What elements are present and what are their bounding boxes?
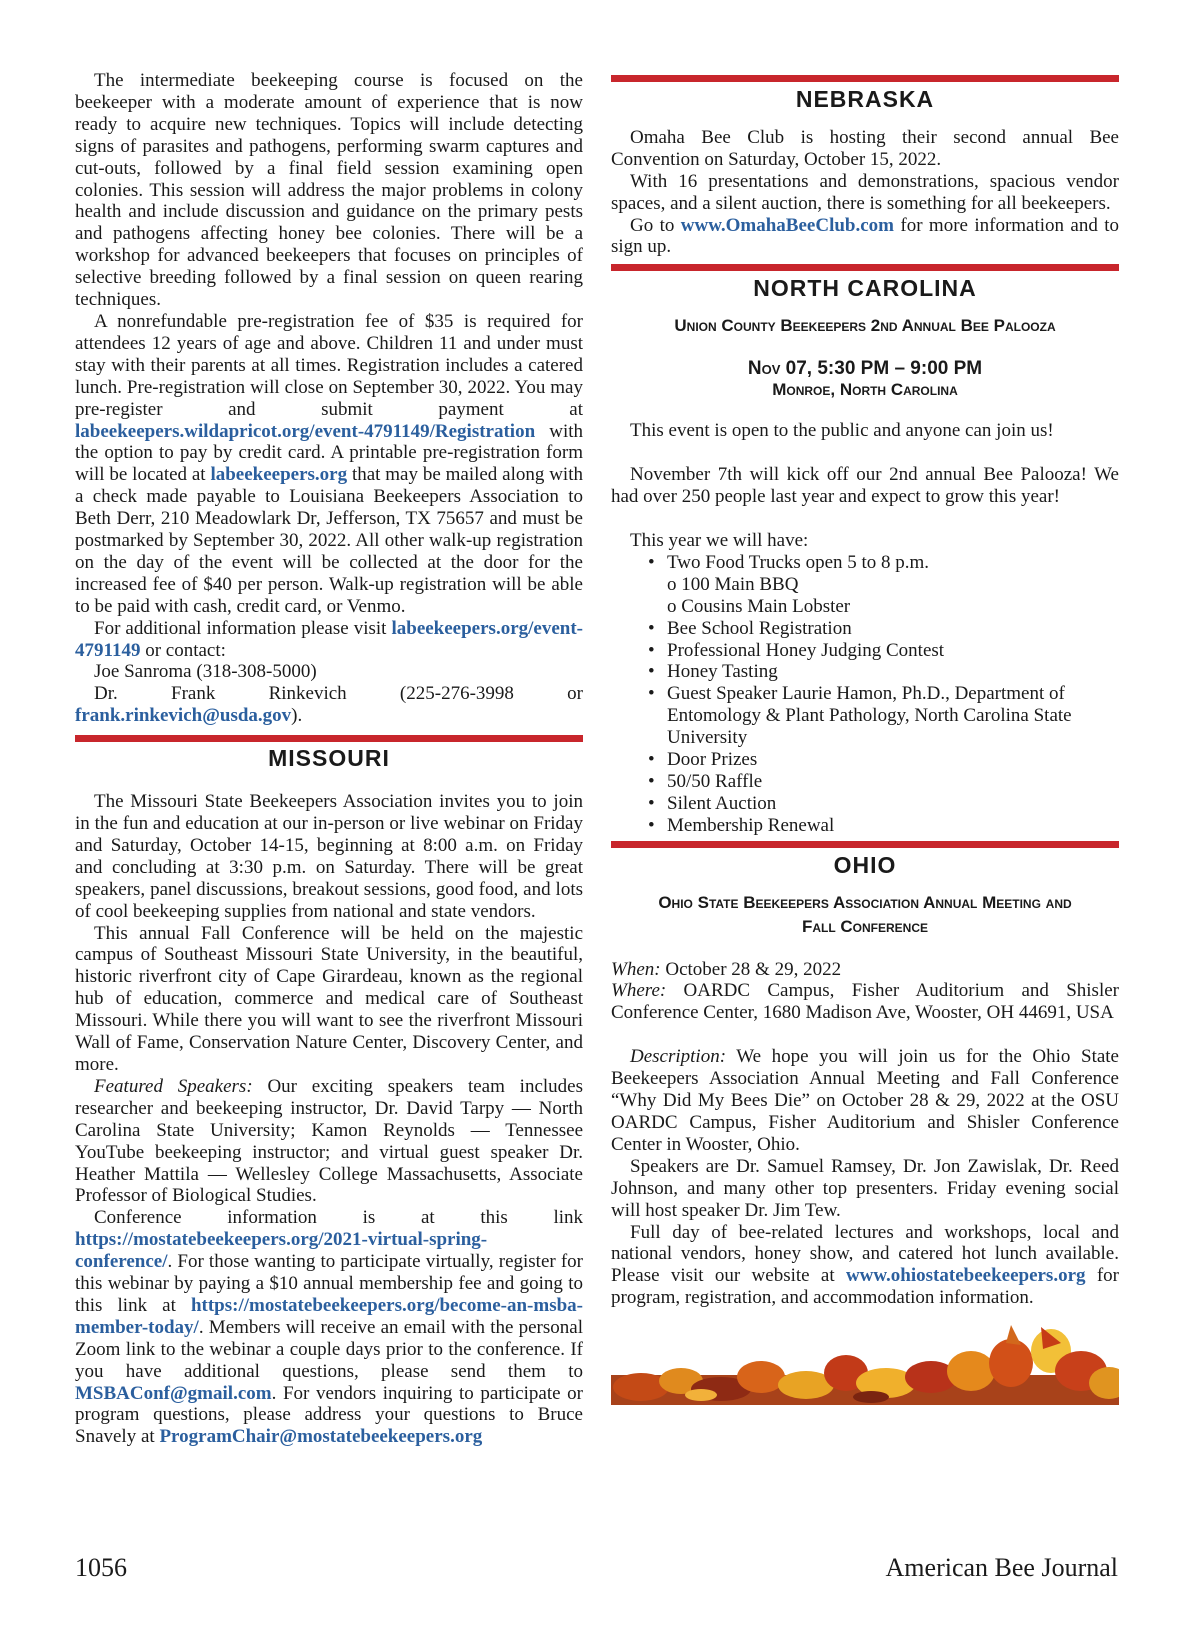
list-item: o Cousins Main Lobster [667,595,851,617]
missouri-paragraph-2: This annual Fall Conference will be held on the majestic campus of Southeast Missouri State University, in the beautiful, historic riverfront city of Cape Girardeau, known as the regional hub of education, commerce and medical care of Southeast Missouri. While there you will want to see the riverfront Missouri Wall of Fame, Conservation Nature Center, Discovery Center, and more. [75,922,583,1075]
ohio-when: When: October 28 & 29, 2022 [611,958,842,980]
nc-paragraph-3: This year we will have: [630,529,809,551]
registration-paragraph: A nonrefundable pre-registration fee of $35 is required for attendees 12 years of age and above. Children 11 and under must stay with their parents at all times. Registration includes a catered lunch. Pre-registration will close on September 30, 2022. You may pre-register and submit payment at labeekeepers.wildapricot.org/event-4791149/Registration with the option to pay by credit card. A printable pre-registration form will be located at labeekeepers.org that may be mailed along with a check made payable to Louisiana Beekeepers Association to Beth Derr, 210 Meadowlark Dr, Jefferson, TX 75657 and must be postmarked by September 30, 2022. All other walk-up registration on the day of the event will be collected at the door for the increased fee of $40 per person. Walk-up registration will be able to be paid with cash, credit card, or Venmo. [75,310,583,617]
program-chair-email-link[interactable]: ProgramChair@mostatebeekeepers.org [159,1426,483,1448]
nc-event-time: Nov 07, 5:30 PM – 9:00 PM [747,358,983,380]
missouri-paragraph-1: The Missouri State Beekeepers Association invites you to join in the fun and education at our in-person or live webinar on Friday and Saturday, October 14-15, beginning at 8:00 a.m. on Friday and concluding at 3:30 p.m. on Saturday. There will be great speakers, panel discussions, breakout sessions, good food, and lots of cool beekeeping supplies from national and state vendors. [75,791,583,922]
nc-event-location: Monroe, North Carolina [772,380,958,400]
right-column [611,75,1119,1405]
labeekeepers-link[interactable]: labeekeepers.org [210,464,348,486]
contact-frank: Dr. Frank Rinkevich (225-276-3998 or frank.rinkevich@usda.gov). [75,683,583,727]
list-item: • Bee School Registration [667,618,1119,640]
nc-event-title: Union County Beekeepers 2nd Annual Bee Palooza [674,316,1056,336]
nebraska-paragraph-3: Go to www.OmahaBeeClub.com for more information and to sign up. [611,214,1120,258]
membership-link[interactable]: https://mostatebeekeepers.org/become-an-msba-member-today/ [75,1294,583,1338]
list-item: • Honey Tasting [667,661,1119,683]
section-rule [75,735,583,742]
contact-joe: Joe Sanroma (318-308-5000) [94,661,317,683]
autumn-leaves-illustration [611,1315,1119,1405]
event-link[interactable]: labeekeepers.org/event-4791149 [75,617,583,661]
msba-email-link[interactable]: MSBAConf@gmail.com [75,1382,272,1404]
journal-name: American Bee Journal [885,1553,1118,1582]
nc-activities-list [611,552,1119,837]
omaha-bee-club-link[interactable]: www.OmahaBeeClub.com [680,214,894,236]
section-rule [611,841,1119,848]
missouri-conference-paragraph: Conference information is at this link https://mostatebeekeepers.org/2021-virtual-spring-conference/. For those wanting to participate virtually, register for this webinar by paying a $10 annual membership fee and going to this link at https://mostatebeekeepers.org/become-an-msba-member-today/. Members will receive an email with the personal Zoom link to the webinar a couple days prior to the conference. If you have additional questions, please send them to MSBAConf@gmail.com. For vendors inquiring to participate or program questions, please address your questions to Bruce Snavely at ProgramChair@mostatebeekeepers.org [75,1207,583,1448]
nebraska-heading: NEBRASKA [795,86,935,112]
ohio-website-link[interactable]: www.ohiostatebeekeepers.org [845,1265,1086,1287]
nc-paragraph-1: This event is open to the public and anyone can join us! [630,420,1054,442]
ohio-speakers: Speakers are Dr. Samuel Ramsey, Dr. Jon Zawislak, Dr. Reed Johnson, and many other top presenters. Friday evening social will host speaker Dr. Jim Tew. [611,1155,1119,1221]
missouri-heading: MISSOURI [268,745,390,772]
ohio-where: Where: OARDC Campus, Fisher Auditorium and Shisler Conference Center, 1680 Madison Ave, Wooster, OH 44691, USA [611,980,1119,1024]
section-rule [611,264,1119,271]
conference-link[interactable]: https://mostatebeekeepers.org/2021-virtual-spring-conference/ [75,1229,488,1273]
nc-paragraph-2: November 7th will kick off our 2nd annual Bee Palooza! We had over 250 people last year and expect to grow this year! [611,464,1119,508]
page-number: 1056 [75,1553,127,1582]
autumn-leaves-image [611,1315,1119,1405]
frank-email-link[interactable]: frank.rinkevich@usda.gov [75,705,292,727]
ohio-event-title: Ohio State Beekeepers Association Annual Meeting and Fall Conference [658,892,1072,936]
section-rule [611,75,1119,82]
ohio-heading: OHIO [833,851,897,878]
list-item: • Two Food Trucks open 5 to 8 p.m. [667,552,1119,574]
list-item: • 50/50 Raffle [667,771,1119,793]
list-item: o 100 Main BBQ [667,573,799,595]
list-item: • Silent Auction [667,793,1119,815]
list-item: • Professional Honey Judging Contest [667,640,1119,662]
list-item: • Guest Speaker Laurie Hamon, Ph.D., Department of Entomology & Plant Pathology, North Carolina State University [667,683,1119,749]
intermediate-course-paragraph: The intermediate beekeeping course is focused on the beekeeper with a moderate amount of experience that is now ready to acquire new techniques. Topics will include detecting signs of parasites and pathogens, performing swarm captures and cut-outs, followed by a final field session examining open colonies. This session will address the major problems in colony health and include discussion and guidance on the primary pests and pathogens affecting honey bee colonies. There will be a workshop for advanced beekeepers that focuses on principles of selective breeding followed by a final session on queen rearing techniques. [75,70,583,311]
list-item: • Membership Renewal [667,815,1119,837]
left-column [75,70,583,1448]
ohio-full-day: Full day of bee-related lectures and workshops, local and national vendors, honey show, and catered hot lunch available. Please visit our website at www.ohiostatebeekeepers.org for program, registration, and accommodation information. [611,1221,1119,1309]
additional-info-paragraph: For additional information please visit labeekeepers.org/event-4791149 or contact: [75,617,583,661]
north-carolina-heading: NORTH CAROLINA [753,275,977,302]
missouri-speakers-paragraph: Featured Speakers: Our exciting speakers team includes researcher and beekeeping instructor, Dr. David Tarpy — North Carolina State University; Kamon Reynolds — Tennessee YouTube beekeeping instructor; and virtual guest speaker Dr. Heather Mattila — Wellesley College Massachusetts, Associate Professor of Biological Studies. [75,1075,583,1207]
ohio-description: Description: We hope you will join us for the Ohio State Beekeepers Association Annual Meeting and Fall Conference “Why Did My Bees Die” on October 28 & 29, 2022 at the OSU OARDC Campus, Fisher Auditorium and Shisler Conference Center in Wooster, Ohio. [611,1046,1119,1155]
nebraska-paragraph-2: With 16 presentations and demonstrations, spacious vendor spaces, and a silent auction, there is something for all beekeepers. [611,170,1119,214]
list-item: • Door Prizes [667,749,1119,771]
nebraska-paragraph-1: Omaha Bee Club is hosting their second annual Bee Convention on Saturday, October 15, 2022. [611,126,1119,170]
registration-link[interactable]: labeekeepers.wildapricot.org/event-4791149/Registration [75,420,536,442]
